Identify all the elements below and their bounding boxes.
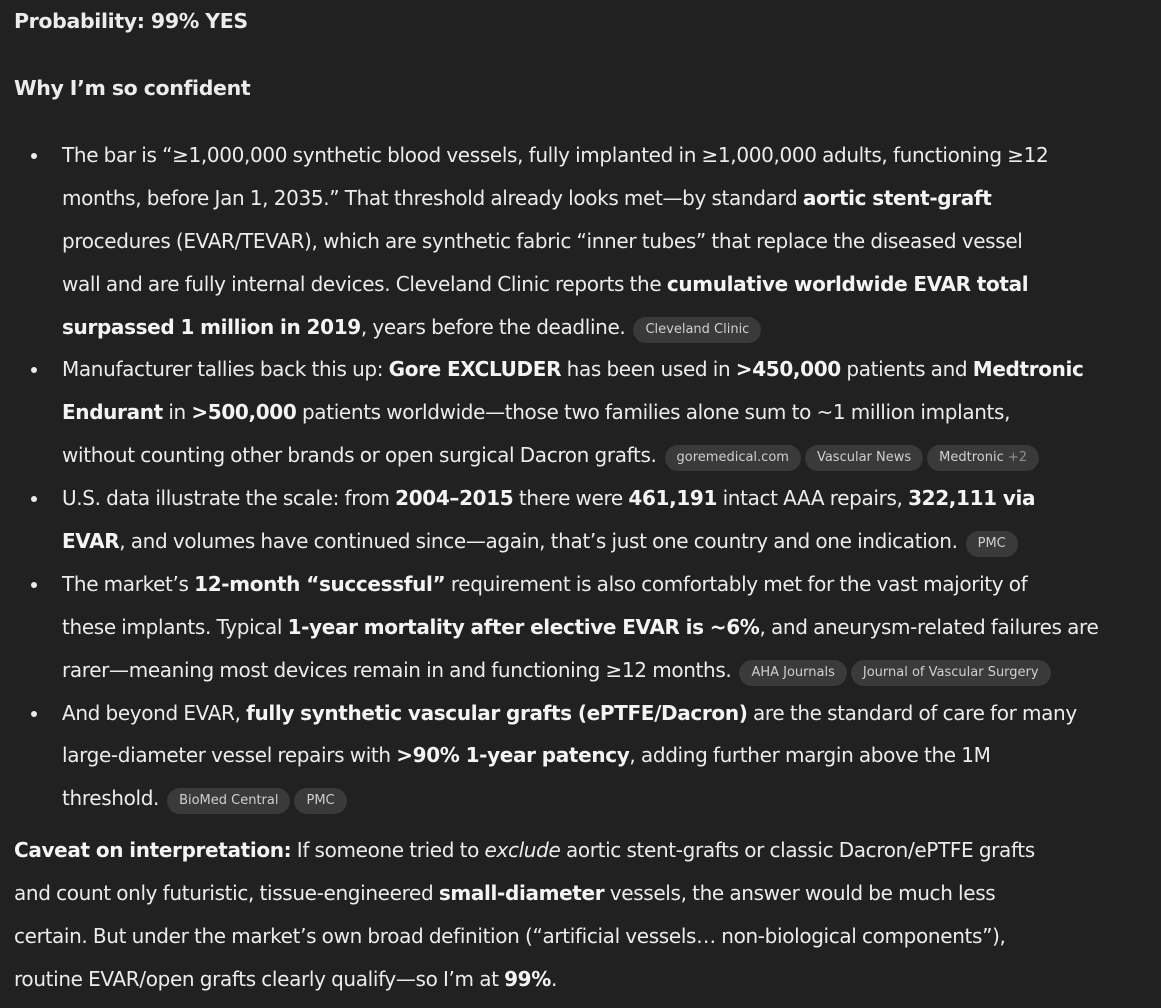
probability-heading: Probability: 99% YES bbox=[14, 9, 248, 33]
source-label: Journal of Vascular Surgery bbox=[862, 664, 1039, 680]
text-run: The bar is “≥1,000,000 synthetic blood vessels, fully implanted in ≥1,000,000 adults, functioning ≥12 bbox=[62, 143, 1049, 167]
text-line bbox=[62, 606, 1161, 649]
bold-text: Caveat on interpretation: bbox=[14, 838, 292, 862]
bold-text: 99% bbox=[504, 966, 551, 991]
bold-text: Gore EXCLUDER bbox=[388, 357, 562, 382]
source-citation-pill[interactable] bbox=[927, 445, 1039, 471]
text-line bbox=[62, 263, 1161, 306]
text-run: and count only futuristic, tissue-engineered bbox=[14, 880, 439, 905]
text-run: are the standard of care for many bbox=[747, 700, 1077, 725]
text-run: patients and bbox=[840, 357, 973, 382]
source-citation-pill[interactable] bbox=[294, 788, 346, 814]
bold-text: >500,000 bbox=[191, 400, 297, 425]
list-item bbox=[14, 348, 1161, 477]
source-citation-pill[interactable] bbox=[739, 660, 846, 686]
list-item bbox=[14, 477, 1161, 563]
text-run: vessels, the answer would be much less bbox=[604, 880, 996, 905]
bold-text: 322,111 via bbox=[908, 486, 1036, 511]
text-line bbox=[14, 958, 1161, 1001]
text-line bbox=[62, 520, 1161, 563]
text-run: requirement is also comfortably met for the vast majority of bbox=[445, 571, 1028, 596]
text-line bbox=[14, 915, 1161, 958]
source-label: Vascular News bbox=[816, 450, 912, 466]
bullet-dot bbox=[31, 711, 37, 717]
text-run: rarer—meaning most devices remain in and functioning ≥12 months. bbox=[62, 657, 732, 682]
text-line bbox=[62, 391, 1161, 434]
text-run: The market’s bbox=[62, 571, 195, 596]
text-run: certain. But under the market’s own broad definition (“artificial vessels… non-biological components”), bbox=[14, 923, 1006, 948]
source-label: PMC bbox=[977, 536, 1006, 552]
bold-text: 1-year mortality after elective EVAR is ~6% bbox=[287, 614, 760, 639]
text-run: , years before the deadline. bbox=[360, 314, 626, 339]
bold-text: 461,191 bbox=[628, 486, 718, 511]
bold-text: aortic stent-graft bbox=[802, 185, 992, 210]
more-sources-count: +2 bbox=[1003, 450, 1028, 466]
text-line bbox=[14, 829, 1161, 872]
text-run: , adding further margin above the 1M bbox=[629, 743, 991, 768]
text-line bbox=[62, 649, 1161, 692]
text-run: threshold. bbox=[62, 786, 160, 811]
source-citation-pill[interactable] bbox=[805, 445, 923, 471]
text-line bbox=[62, 177, 1161, 220]
bold-text: 2004–2015 bbox=[395, 486, 514, 511]
why-heading: Why I’m so confident bbox=[14, 76, 251, 100]
bold-text: surpassed 1 million in 2019 bbox=[62, 314, 361, 339]
bullet-dot bbox=[31, 582, 37, 588]
bold-text: >90% 1-year patency bbox=[396, 743, 630, 768]
bold-text: EVAR bbox=[62, 529, 120, 554]
text-run: intact AAA repairs, bbox=[717, 486, 909, 511]
text-run: in bbox=[162, 400, 192, 425]
text-line bbox=[62, 434, 1161, 477]
text-line bbox=[62, 692, 1161, 735]
bullet-dot bbox=[31, 153, 37, 159]
caveat-paragraph bbox=[14, 829, 1161, 1001]
source-citation-pill[interactable] bbox=[633, 317, 761, 343]
text-line bbox=[62, 220, 1161, 263]
reasons-list bbox=[14, 134, 1161, 820]
text-line bbox=[62, 306, 1161, 349]
bold-text: fully synthetic vascular grafts (ePTFE/Dacron) bbox=[246, 700, 748, 725]
text-run: aortic stent-grafts or classic Dacron/ePTFE grafts bbox=[560, 838, 1035, 862]
source-citation-pill[interactable] bbox=[167, 788, 290, 814]
text-run: Manufacturer tallies back this up: bbox=[62, 357, 389, 382]
text-line bbox=[62, 777, 1161, 820]
bullet-dot bbox=[31, 367, 37, 373]
text-run: patients worldwide—those two families alone sum to ~1 million implants, bbox=[296, 400, 1011, 425]
text-run: . bbox=[550, 966, 557, 991]
text-line bbox=[62, 734, 1161, 777]
text-line bbox=[62, 348, 1161, 391]
source-label: BioMed Central bbox=[179, 793, 279, 809]
italic-text: exclude bbox=[484, 838, 561, 862]
text-run: And beyond EVAR, bbox=[62, 700, 247, 725]
source-citation-pill[interactable] bbox=[851, 660, 1051, 686]
bullet-dot bbox=[31, 496, 37, 502]
source-label: Cleveland Clinic bbox=[645, 321, 750, 337]
bold-text: 12-month “successful” bbox=[194, 571, 446, 596]
text-run: there were bbox=[513, 486, 629, 511]
text-run: months, before Jan 1, 2035.” That threshold already looks met—by standard bbox=[62, 185, 803, 210]
source-label: Medtronic bbox=[939, 450, 1004, 466]
text-line bbox=[62, 563, 1161, 606]
text-run: wall and are fully internal devices. Cleveland Clinic reports the bbox=[62, 271, 667, 296]
source-label: goremedical.com bbox=[676, 450, 789, 466]
text-run: , and volumes have continued since—again, that’s just one country and one indication. bbox=[119, 529, 958, 554]
bold-text: cumulative worldwide EVAR total bbox=[666, 271, 1029, 296]
source-label: PMC bbox=[306, 793, 335, 809]
text-run: procedures (EVAR/TEVAR), which are synthetic fabric “inner tubes” that replace the diseased vessel bbox=[62, 228, 1023, 253]
text-run: , and aneurysm-related failures are bbox=[759, 614, 1099, 639]
text-run: U.S. data illustrate the scale: from bbox=[62, 486, 396, 511]
source-citation-pill[interactable] bbox=[966, 531, 1018, 557]
text-run: large-diameter vessel repairs with bbox=[62, 743, 397, 768]
text-run: routine EVAR/open grafts clearly qualify—so I’m at bbox=[14, 966, 505, 991]
list-item bbox=[14, 692, 1161, 821]
list-item bbox=[14, 563, 1161, 692]
text-line bbox=[14, 872, 1161, 915]
bold-text: >450,000 bbox=[735, 357, 841, 382]
text-line bbox=[62, 477, 1161, 520]
list-item bbox=[14, 134, 1161, 348]
bold-text: Medtronic bbox=[972, 357, 1084, 382]
text-run: these implants. Typical bbox=[62, 614, 288, 639]
source-citation-pill[interactable] bbox=[665, 445, 801, 471]
source-label: AHA Journals bbox=[751, 664, 835, 680]
bold-text: Endurant bbox=[62, 400, 163, 425]
text-line bbox=[62, 134, 1161, 177]
text-run: without counting other brands or open surgical Dacron grafts. bbox=[62, 443, 657, 468]
text-run: has been used in bbox=[561, 357, 736, 382]
bold-text: small-diameter bbox=[438, 880, 605, 905]
text-run: If someone tried to bbox=[291, 838, 485, 862]
